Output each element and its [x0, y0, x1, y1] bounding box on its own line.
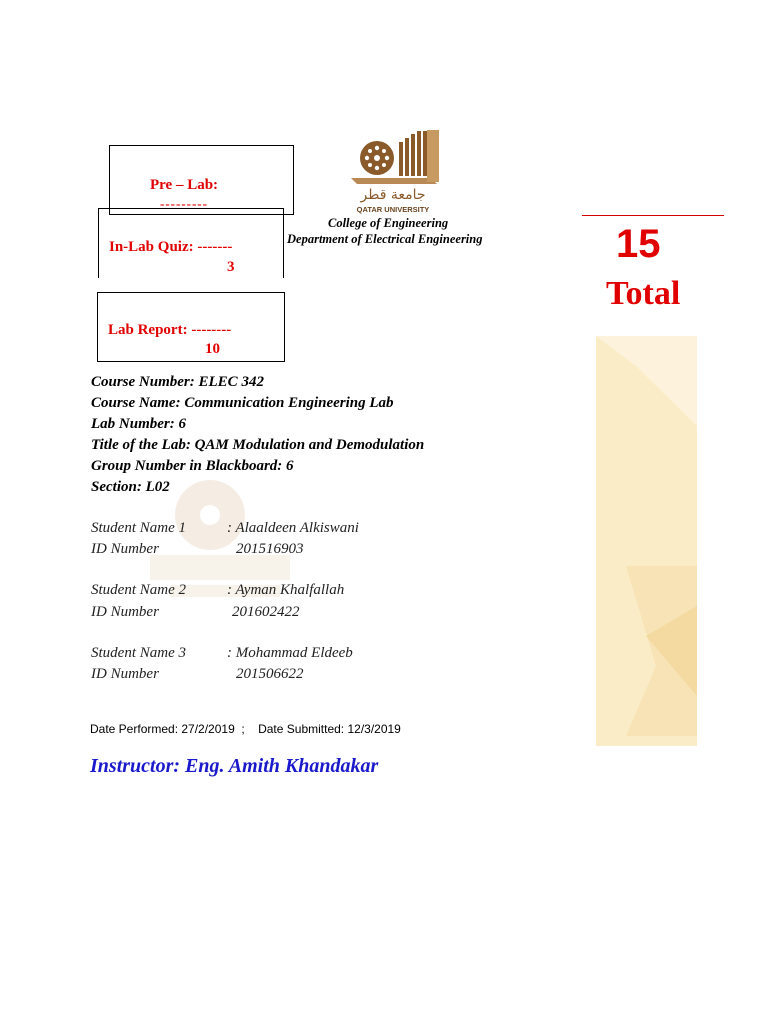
logo-english-text: QATAR UNIVERSITY: [356, 205, 430, 214]
qatar-university-logo: [345, 128, 445, 218]
section: Section: L02: [91, 479, 170, 495]
lab-report-label: Lab Report: --------: [108, 322, 232, 338]
decorative-panel: [596, 336, 697, 746]
student-3-id: 201506622: [236, 666, 304, 682]
lab-report-box: [97, 292, 285, 362]
prelab-label: Pre – Lab:: [150, 177, 219, 193]
lab-report-value: 10: [205, 341, 220, 357]
student-3-name-label: Student Name 3: [91, 645, 186, 661]
logo-arabic-text: جامعة قطر: [360, 187, 426, 203]
student-2-id-label: ID Number: [91, 604, 159, 620]
course-number: Course Number: ELEC 342: [91, 374, 264, 390]
total-label: Total: [606, 275, 681, 312]
student-3-id-label: ID Number: [91, 666, 159, 682]
instructor-name: Instructor: Eng. Amith Khandakar: [90, 755, 379, 777]
lab-number: Lab Number: 6: [91, 416, 186, 432]
inlab-quiz-box: [98, 208, 284, 278]
inlab-quiz-label: In-Lab Quiz: -------: [109, 239, 233, 255]
student-2-name: : Ayman Khalfallah: [227, 582, 345, 598]
college-name: College of Engineering: [328, 216, 449, 230]
student-1-name: : Alaaldeen Alkiswani: [227, 520, 359, 536]
student-1-id-label: ID Number: [91, 541, 159, 557]
dates-line: Date Performed: 27/2/2019 ; Date Submitted: 12/3/2019: [90, 722, 401, 736]
department-name: Department of Electrical Engineering: [287, 232, 483, 246]
student-1-name-label: Student Name 1: [91, 520, 186, 536]
total-rule-line: [582, 215, 724, 216]
student-3-name: : Mohammad Eldeeb: [227, 645, 353, 661]
prelab-value: ---------: [160, 196, 208, 211]
course-name: Course Name: Communication Engineering Lab: [91, 395, 394, 411]
student-1-id: 201516903: [236, 541, 304, 557]
lab-title: Title of the Lab: QAM Modulation and Demodulation: [91, 437, 425, 453]
student-2-id: 201602422: [232, 604, 300, 620]
inlab-quiz-value: 3: [227, 259, 235, 275]
prelab-box: [109, 145, 294, 215]
total-score: 15: [616, 222, 661, 266]
student-2-name-label: Student Name 2: [91, 582, 186, 598]
group-number: Group Number in Blackboard: 6: [91, 458, 294, 474]
